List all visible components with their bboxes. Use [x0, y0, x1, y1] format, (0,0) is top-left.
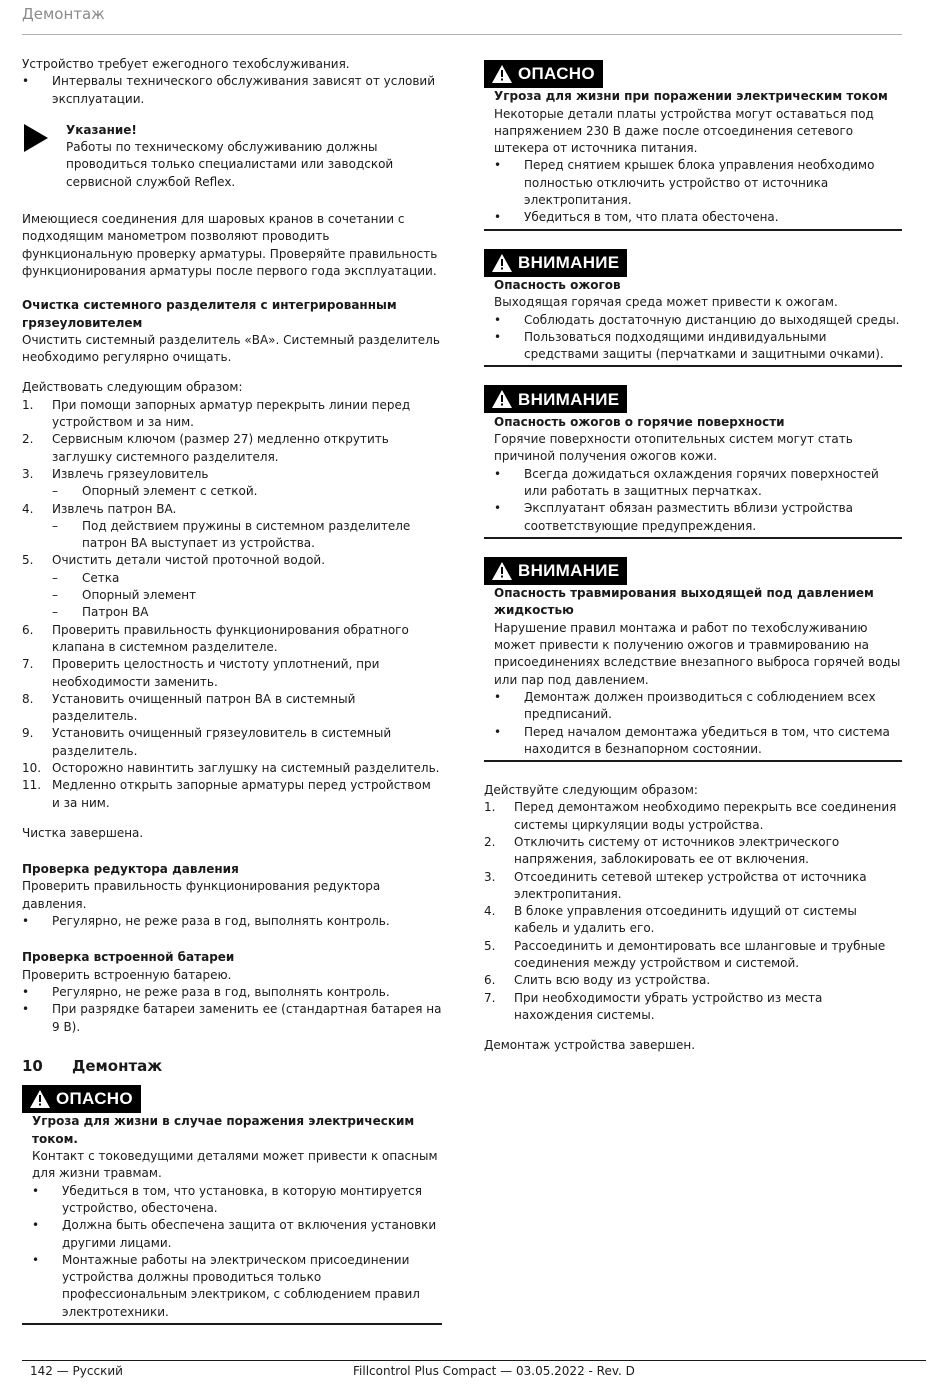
step-text: Извлечь грязеуловитель	[52, 466, 209, 481]
reducer-text: Проверить правильность функционирования редуктора давления.	[22, 879, 381, 911]
warning-badge	[484, 60, 603, 88]
step-number: 6.	[484, 973, 496, 988]
step-number: 7.	[484, 990, 496, 1005]
dash-marker: –	[52, 605, 58, 620]
bullet-marker: •	[494, 689, 502, 704]
sub-item	[22, 587, 442, 604]
list-item	[494, 689, 902, 724]
sub-item	[22, 570, 442, 587]
dash-marker: –	[52, 588, 58, 603]
list-item: • Монтажные работы на электрическом присоединении устройства должны проводиться только профессиональным электриком, с соблюдением правил электротехники.	[32, 1252, 420, 1319]
dismantling-done: Демонтаж устройства завершен.	[484, 1038, 696, 1053]
dash-marker: –	[52, 570, 58, 585]
step-text: Перед демонтажом необходимо перекрыть все соединения системы циркуляции воды устройства.	[514, 800, 897, 832]
step-number: 6.	[22, 622, 34, 637]
step-item	[484, 938, 902, 973]
step-text: В блоке управления отсоединить идущий от системы кабель и удалить его.	[514, 904, 857, 936]
left-column	[22, 56, 442, 1325]
list-item	[494, 209, 902, 226]
step-item	[22, 760, 442, 777]
warning-label: ВНИМАНИЕ	[518, 253, 620, 273]
battery-text: Проверить встроенную батарею.	[22, 967, 232, 982]
bullet-marker: •	[494, 329, 502, 344]
step-number: 7.	[22, 657, 34, 672]
warning-title: Опасность ожогов о горячие поверхности	[494, 414, 785, 429]
battery-heading: Проверка встроенной батареи	[22, 950, 235, 965]
list-item: • Регулярно, не реже раза в год, выполнять контроль.	[22, 984, 390, 999]
step-item	[22, 431, 442, 466]
warning-text: Некоторые детали платы устройства могут оставаться под напряжением 230 В даже после отсоединения сетевого штекера от источника питания.	[494, 106, 874, 156]
warning-triangle-icon	[492, 254, 512, 272]
step-number: 8.	[22, 691, 34, 706]
procedure-intro: Действуйте следующим образом:	[484, 783, 698, 798]
warning-body	[484, 277, 902, 363]
warning-box	[484, 385, 902, 538]
sub-text: Сетка	[82, 570, 120, 585]
list-item	[494, 312, 902, 329]
list-item: • Убедиться в том, что установка, в которую монтируется устройство, обесточена.	[32, 1183, 422, 1215]
warning-label: ВНИМАНИЕ	[518, 389, 620, 409]
step-text: Осторожно навинтить заглушку на системный разделитель.	[52, 760, 440, 775]
danger-badge: ОПАСНО	[22, 1085, 141, 1113]
step-number: 4.	[22, 501, 34, 516]
step-text: Установить очищенный грязеуловитель в системный разделитель.	[52, 726, 392, 758]
list-item	[494, 329, 902, 364]
step-number: 5.	[22, 553, 34, 568]
step-number: 5.	[484, 938, 496, 953]
warning-title: Опасность травмирования выходящей под давлением жидкостью	[494, 586, 874, 618]
warning-badge	[484, 557, 627, 585]
sub-text: Опорный элемент с сеткой.	[82, 484, 258, 499]
warning-box	[484, 60, 902, 231]
step-text: Слить всю воду из устройства.	[514, 973, 711, 988]
warning-title: Опасность ожогов	[494, 277, 621, 292]
procedure-intro: Действовать следующим образом:	[22, 380, 243, 395]
warning-body	[484, 88, 902, 226]
step-item	[22, 397, 442, 432]
step-number: 9.	[22, 726, 34, 741]
warning-label: ОПАСНО	[518, 64, 595, 84]
step-text: Проверить целостность и чистоту уплотнений, при необходимости заменить.	[52, 657, 380, 689]
bullet-marker: •	[494, 724, 502, 739]
list-item	[494, 500, 902, 535]
sub-text: Под действием пружины в системном разделителе патрон BA выступает из устройства.	[82, 518, 411, 551]
reducer-heading: Проверка редуктора давления	[22, 862, 239, 877]
list-item	[494, 157, 902, 209]
separator-heading: Очистка системного разделителя с интегрированным грязеуловителем	[22, 298, 397, 330]
step-text: Сервисным ключом (размер 27) медленно открутить заглушку системного разделителя.	[52, 432, 389, 464]
warning-triangle-icon	[492, 562, 512, 580]
step-item	[22, 501, 442, 518]
header-rule	[22, 34, 902, 35]
cleaning-steps	[22, 397, 442, 812]
footer-rule	[22, 1360, 926, 1361]
step-text: При помощи запорных арматур перекрыть линии перед устройством и за ним.	[52, 397, 411, 430]
note-box	[22, 122, 442, 191]
step-number: 3.	[22, 466, 34, 481]
warning-badge	[484, 249, 627, 277]
list-item	[494, 724, 902, 759]
step-text: Установить очищенный патрон BA в системный разделитель.	[52, 691, 356, 724]
bullet-marker: •	[494, 210, 502, 225]
danger-title: Угроза для жизни в случае поражения электрическим током.	[32, 1114, 415, 1146]
step-text: Извлечь патрон BA.	[52, 501, 177, 516]
bullet-marker: •	[494, 158, 502, 173]
bullet-text: Всегда дожидаться охлаждения горячих поверхностей или работать в защитных перчатках.	[524, 466, 879, 498]
warning-box	[484, 557, 902, 762]
step-number: 1.	[484, 800, 496, 815]
section-number: 10	[22, 1056, 43, 1075]
sub-text: Патрон BA	[82, 605, 149, 620]
footer-page-number: 142 — Русский	[30, 1364, 123, 1378]
step-number: 2.	[22, 432, 34, 447]
list-item: • Регулярно, не реже раза в год, выполнять контроль.	[22, 914, 390, 929]
section-heading	[22, 1058, 442, 1075]
bullet-marker: •	[494, 312, 502, 327]
warning-body	[484, 585, 902, 758]
right-column	[484, 60, 902, 1055]
dash-marker: –	[52, 484, 58, 499]
footer-document-info: Fillcontrol Plus Compact — 03.05.2022 - Rev. D	[353, 1364, 635, 1378]
dismantling-steps	[484, 799, 902, 1024]
step-text: Отключить систему от источников электрического напряжения, заблокировать ее от включения.	[514, 834, 840, 867]
step-text: Проверить правильность функционирования обратного клапана в системном разделителе.	[52, 622, 409, 654]
step-text: Медленно открыть запорные арматуры перед устройством и за ним.	[52, 778, 431, 810]
sub-item	[22, 483, 442, 500]
step-item	[22, 656, 442, 691]
bullet-text: Пользоваться подходящими индивидуальными средствами защиты (перчатками и защитными очками).	[524, 329, 884, 362]
separator-text: Очистить системный разделитель «BA». Системный разделитель необходимо регулярно очищать.	[22, 332, 440, 365]
step-item	[484, 869, 902, 904]
dash-marker: –	[52, 518, 58, 533]
note-arrow-icon	[24, 124, 48, 152]
sub-text: Опорный элемент	[82, 588, 197, 603]
ball-valves-text: Имеющиеся соединения для шаровых кранов в сочетании с подходящим манометром позволяют проводить функциональную проверку арматуры. Проверяйте правильность функционирования арматуры после первого года эксплуатации.	[22, 212, 438, 278]
step-item	[22, 552, 442, 569]
bullet-text: Соблюдать достаточную дистанцию до выходящей среды.	[524, 312, 900, 327]
bullet-text: Эксплуатант обязан разместить вблизи устройства соответствующие предупреждения.	[524, 501, 853, 533]
danger-box	[22, 1085, 442, 1325]
step-number: 2.	[484, 834, 496, 849]
step-item	[22, 466, 442, 483]
step-item	[484, 903, 902, 938]
step-text: Отсоединить сетевой штекер устройства от источника электропитания.	[514, 869, 867, 901]
warning-text: Нарушение правил монтажа и работ по техобслуживанию может привести к получению ожогов и травмированию на присоединениях вследствие внезапного выброса горячей воды или пар под давлением.	[494, 620, 901, 687]
step-number: 4.	[484, 904, 496, 919]
warning-title: Угроза для жизни при поражении электрическим током	[494, 89, 888, 104]
step-text: Рассоединить и демонтировать все шланговые и трубные соединения между устройством и системой.	[514, 938, 886, 971]
danger-text: Контакт с токоведущими деталями может привести к опасным для жизни травмам.	[32, 1149, 438, 1181]
warning-badge	[484, 385, 627, 413]
step-item	[484, 990, 902, 1025]
step-number: 10.	[22, 760, 42, 775]
bullet-text: Перед началом демонтажа убедиться в том, что система находится в безнапорном состоянии.	[524, 724, 890, 756]
step-item	[484, 972, 902, 989]
step-item	[484, 799, 902, 834]
warning-triangle-icon	[492, 390, 512, 408]
list-item: • Должна быть обеспечена защита от включения установки другими лицами.	[32, 1218, 437, 1250]
step-item	[22, 777, 442, 812]
step-item	[484, 834, 902, 869]
step-text: Очистить детали чистой проточной водой.	[52, 553, 326, 568]
warning-triangle-icon	[492, 65, 512, 83]
list-item: • Интервалы технического обслуживания зависят от условий эксплуатации.	[22, 74, 436, 106]
step-number: 1.	[22, 397, 34, 412]
bullet-marker: •	[494, 466, 502, 481]
step-number: 11.	[22, 778, 42, 793]
warning-box	[484, 249, 902, 368]
sub-item	[22, 518, 442, 553]
step-item	[22, 691, 442, 726]
bullet-text: Демонтаж должен производиться с соблюдением всех предписаний.	[524, 689, 876, 722]
intro-text: Устройство требует ежегодного техобслуживания.	[22, 57, 350, 71]
warning-label: ВНИМАНИЕ	[518, 561, 620, 581]
bullet-marker: •	[494, 501, 502, 516]
step-item	[22, 725, 442, 760]
warning-text: Горячие поверхности отопительных систем могут стать причиной получения ожогов кожи.	[494, 432, 853, 464]
warning-triangle-icon	[30, 1090, 50, 1108]
cleaning-done: Чистка завершена.	[22, 825, 144, 840]
warning-list	[484, 60, 902, 762]
warning-body	[484, 414, 902, 535]
warning-text: Выходящая горячая среда может привести к ожогам.	[494, 295, 838, 310]
running-header: Демонтаж	[22, 5, 105, 23]
sub-item	[22, 604, 442, 621]
list-item: • При разрядке батареи заменить ее (стандартная батарея на 9 В).	[22, 1002, 442, 1034]
section-title: Демонтаж	[72, 1056, 163, 1075]
step-text: При необходимости убрать устройство из места нахождения системы.	[514, 990, 823, 1022]
bullet-text: Перед снятием крышек блока управления необходимо полностью отключить устройство от источника электропитания.	[524, 158, 875, 208]
bullet-text: Убедиться в том, что плата обесточена.	[524, 210, 779, 225]
step-number: 3.	[484, 869, 496, 884]
step-item	[22, 622, 442, 657]
note-text: Работы по техническому обслуживанию должны проводиться только специалистами или заводской сервисной службой Reflex.	[66, 140, 394, 189]
list-item	[494, 466, 902, 501]
note-title: Указание!	[66, 122, 137, 137]
